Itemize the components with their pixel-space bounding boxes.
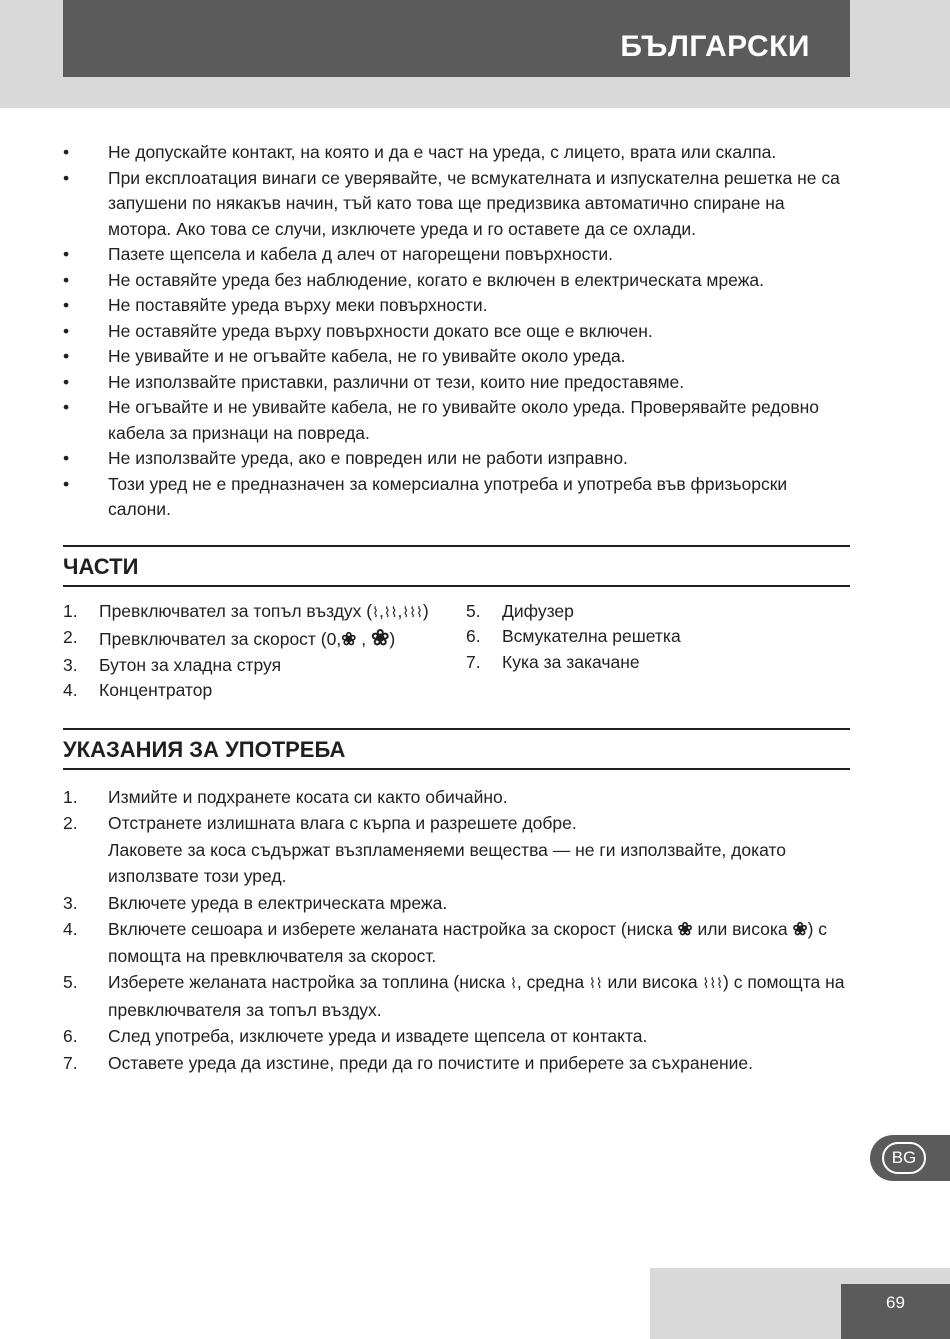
usage-steps — [63, 784, 850, 1077]
language-code: BG — [882, 1142, 926, 1174]
list-item: 6. След употреба, изключете уреда и извадете щепсела от контакта. — [63, 1026, 648, 1046]
heat-medium-icon: ⌇⌇ — [588, 975, 603, 991]
list-item: • Не поставяйте уреда върху меки повърхности. — [63, 295, 488, 315]
list-item: • При експлоатация винаги се уверявайте, че всмукателната и изпускателна решетка не са запушени по някакъв начин, тъй като това ще предизвика автоматично спиране на мотора. Ако това се случи, изключете уреда и го оставете да се охлади. — [63, 167, 840, 239]
list-item: 1. Измийте и подхранете косата си както обичайно. — [63, 786, 508, 807]
heat-high-icon: ⌇⌇⌇ — [702, 975, 724, 991]
language-title: БЪЛГАРСКИ — [620, 30, 810, 63]
fan-high-icon: ❀ — [792, 919, 808, 939]
usage-heading: УКАЗАНИЯ ЗА УПОТРЕБА — [63, 736, 346, 762]
list-item: • Не използвайте уреда, ако е повреден или не работи изправно. — [63, 448, 628, 468]
list-item: 4. Включете сешоара и изберете желаната настройка за скорост (ниска ❀ или висока ❀) с помощта на превключвателя за скорост. — [63, 916, 850, 969]
list-item: • Не увивайте и не огъвайте кабела, не го увивайте около уреда. — [63, 346, 626, 366]
list-item: • Този уред не е предназначен за комерсиална употреба и употреба във фризьорски салони. — [63, 473, 788, 519]
heat-low-icon: ⌇ — [372, 603, 379, 620]
list-item: 5. Изберете желаната настройка за топлина (ниска ⌇, средна ⌇⌇ или висока ⌇⌇⌇) с помощта на превключвателя за топъл въздух. — [63, 972, 845, 1020]
language-badge — [870, 1135, 950, 1181]
list-item: • Не оставяйте уреда върху повърхности докато все още е включен. — [63, 320, 653, 341]
parts-list-left — [63, 599, 466, 704]
list-item: 5. Дифузер — [466, 600, 574, 621]
usage-section — [63, 728, 850, 1077]
list-item: 3. Включете уреда в електрическата мрежа. — [63, 892, 448, 913]
content — [63, 140, 850, 1076]
language-bar — [63, 0, 850, 77]
list-item: 1. Превключвател за топъл въздух (⌇,⌇⌇,⌇⌇⌇) — [63, 599, 466, 626]
list-item: • Не допускайте контакт, на която и да е част на уреда, с лицето, врата или скалпа. — [63, 142, 777, 162]
fan-low-icon: ❀ — [677, 919, 693, 939]
fan-high-icon: ❀ — [370, 625, 390, 650]
list-item: 4. Концентратор — [63, 680, 213, 700]
parts-heading: ЧАСТИ — [63, 553, 139, 579]
list-item: 7. Кука за закачане — [466, 651, 640, 672]
list-item: 2. Превключвател за скорост (0,❀ , ❀) — [63, 625, 466, 653]
list-item: • Не огъвайте и не увивайте кабела, не го увивайте около уреда. Проверявайте редовно кабела за признаци на повреда. — [63, 397, 820, 443]
heat-medium-icon: ⌇⌇ — [383, 603, 398, 620]
parts-list-right — [466, 599, 850, 676]
page-number: 69 — [886, 1293, 905, 1312]
list-item: • Пазете щепсела и кабела д алеч от нагорещени повърхности. — [63, 244, 613, 264]
list-item: 3. Бутон за хладна струя — [63, 654, 282, 675]
list-item: 7. Оставете уреда да изстине, преди да го почистите и приберете за съхранение. — [63, 1052, 753, 1073]
safety-list — [63, 140, 850, 523]
heat-low-icon: ⌇ — [510, 975, 517, 991]
parts-section — [63, 545, 850, 704]
list-item: 2. Отстранете излишната влага с кърпа и разрешете добре. Лаковете за коса съдържат възпламеняеми вещества — не ги използвайте, докато използвате този уред. — [63, 813, 787, 886]
list-item: • Не оставяйте уреда без наблюдение, когато е включен в електрическата мрежа. — [63, 269, 765, 290]
page-number-box — [841, 1284, 950, 1339]
list-item: • Не използвайте приставки, различни от тези, които ние предоставяме. — [63, 371, 685, 392]
list-item: 6. Всмукателна решетка — [466, 626, 681, 646]
fan-low-icon: ❀ — [341, 629, 357, 649]
heat-high-icon: ⌇⌇⌇ — [402, 603, 423, 620]
